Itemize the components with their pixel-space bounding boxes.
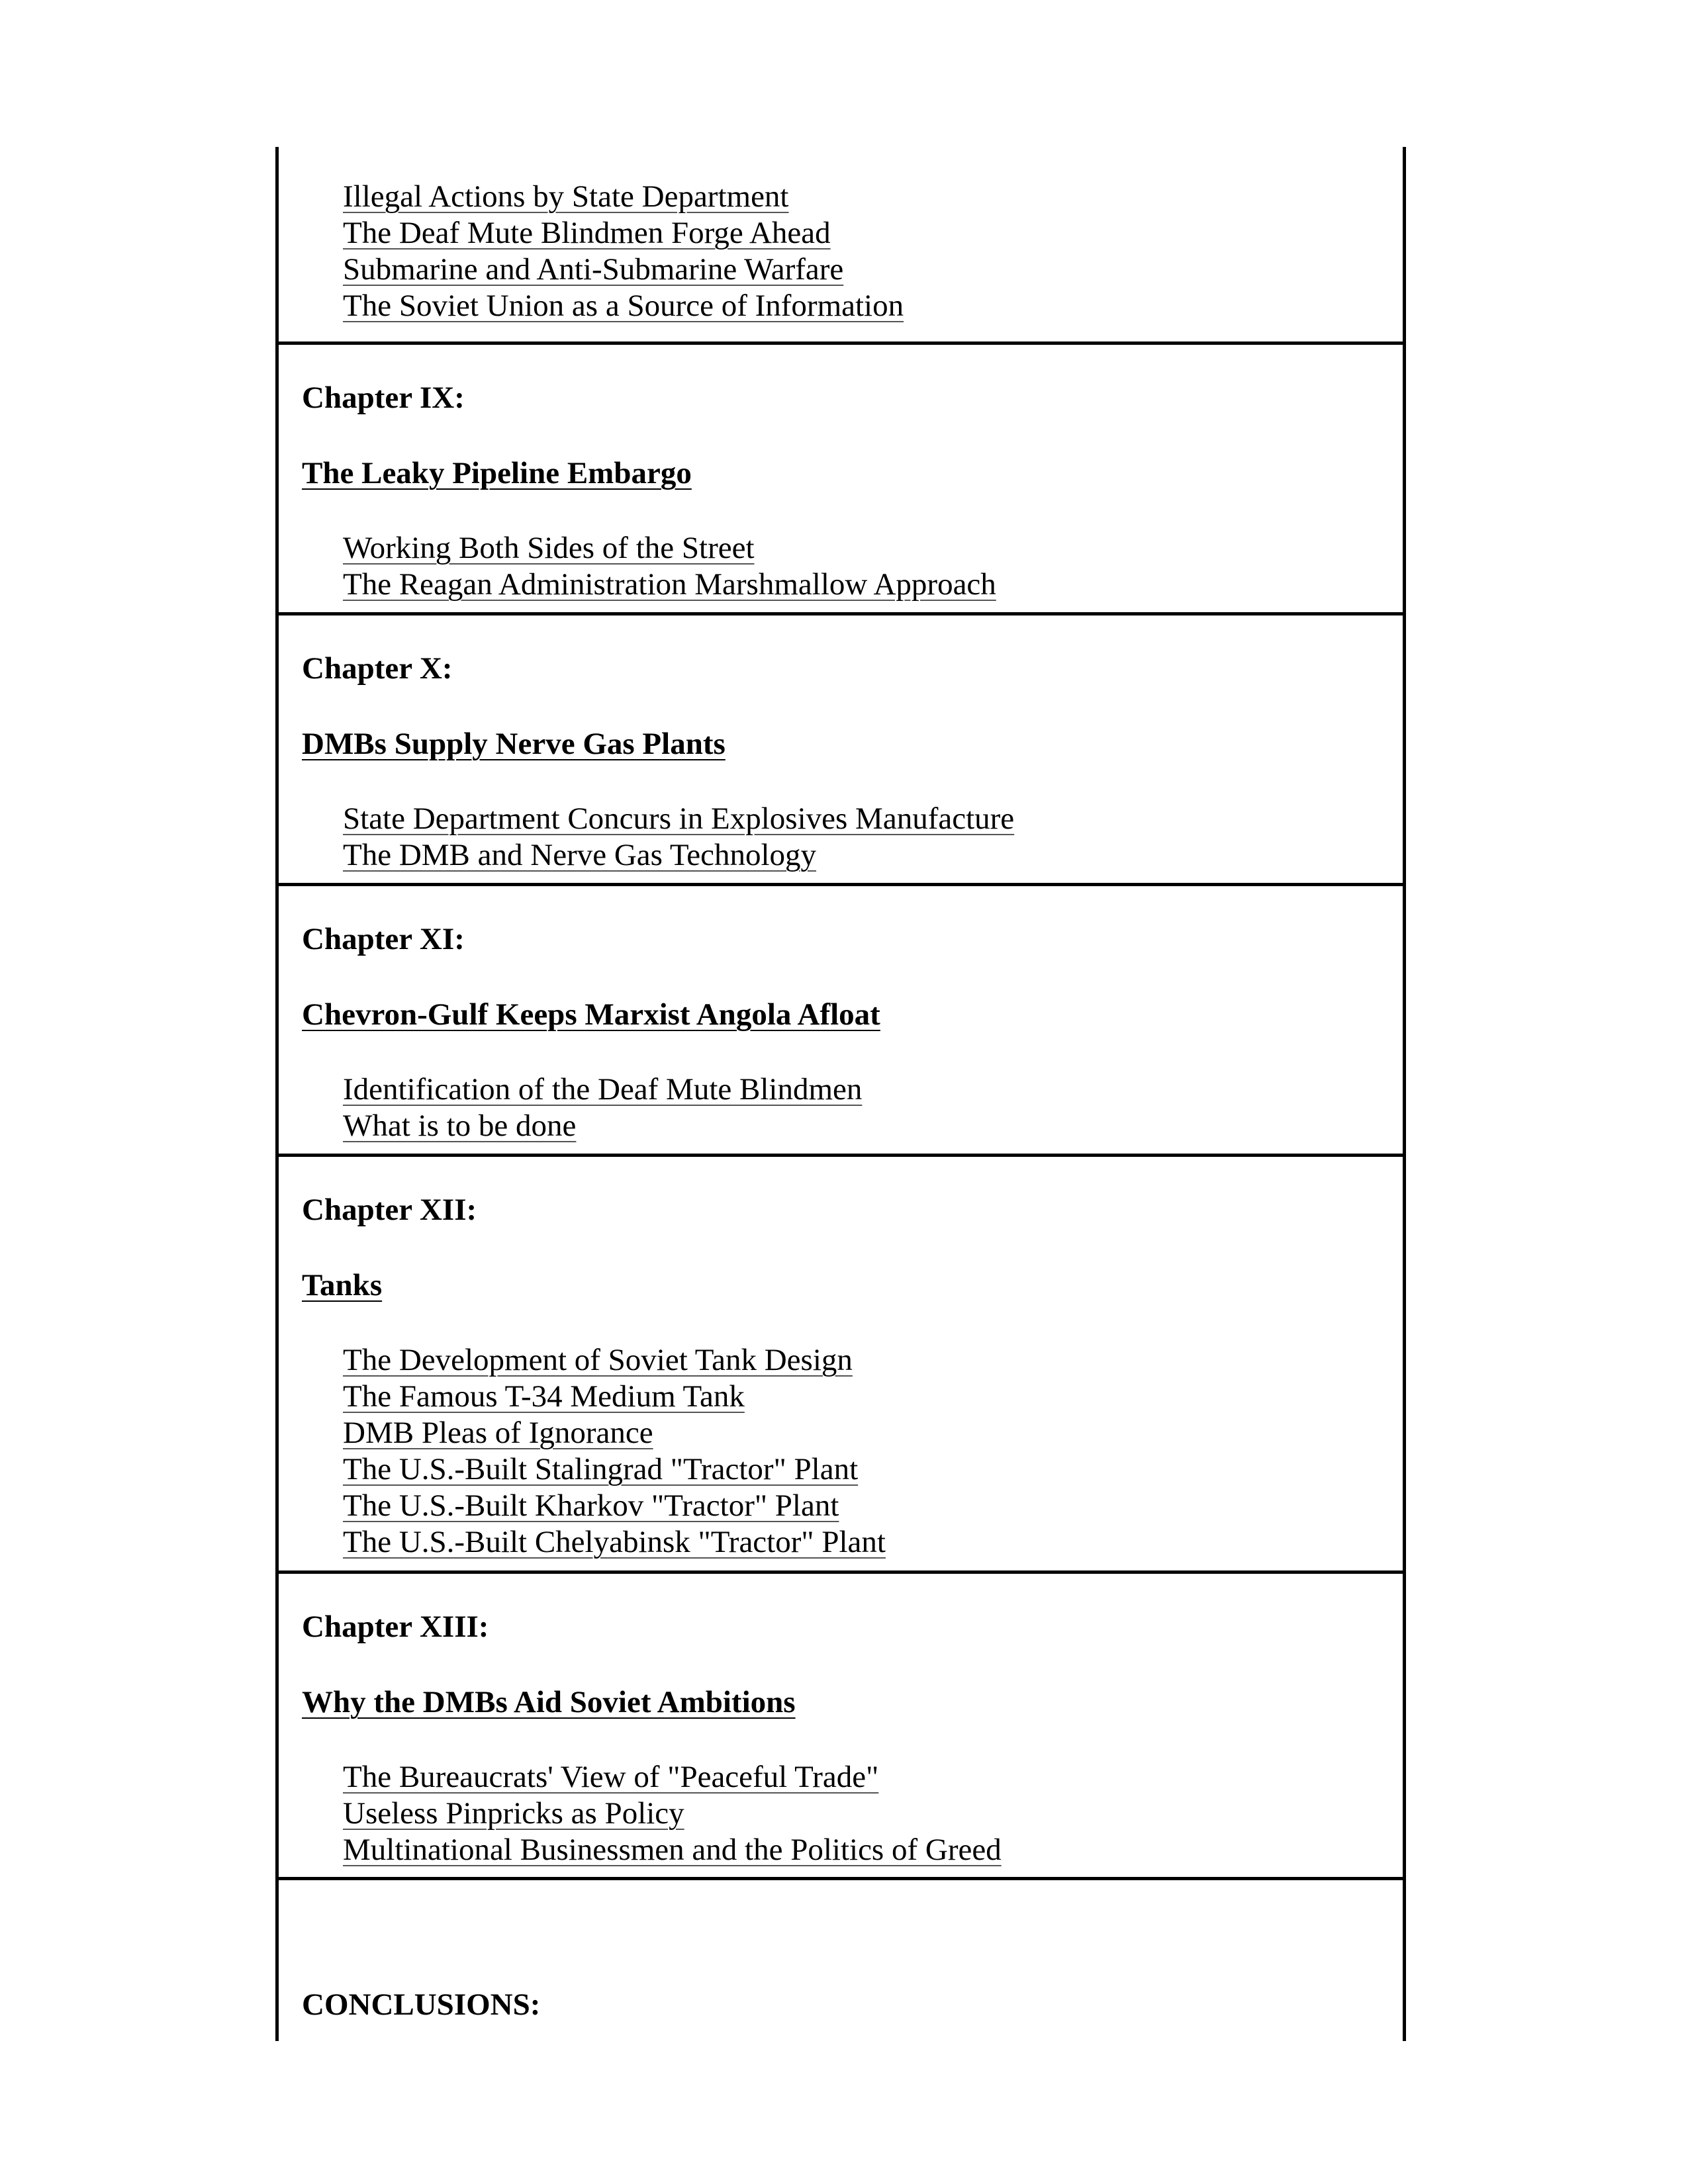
chapter-title-link[interactable]: Chevron-Gulf Keeps Marxist Angola Afloat: [302, 997, 880, 1032]
list-item[interactable]: [343, 1488, 886, 1524]
list-item[interactable]: [343, 1796, 1002, 1832]
toc-section-conclusions: [279, 1880, 1403, 2041]
sublink[interactable]: The DMB and Nerve Gas Technology: [343, 838, 817, 872]
list-item[interactable]: [343, 1379, 886, 1415]
chapter-label: Chapter XI:: [302, 922, 465, 956]
sublink-list: [343, 801, 1014, 874]
chapter-title-link[interactable]: DMBs Supply Nerve Gas Plants: [302, 727, 726, 761]
sublink[interactable]: State Department Concurs in Explosives Manufacture: [343, 801, 1015, 836]
chapter-title-link[interactable]: Why the DMBs Aid Soviet Ambitions: [302, 1685, 796, 1719]
toc-section-chapter-xii: [279, 1157, 1403, 1574]
sublink[interactable]: Useless Pinpricks as Policy: [343, 1796, 684, 1831]
conclusions-label: CONCLUSIONS:: [302, 1987, 541, 2022]
sublink[interactable]: The U.S.-Built Chelyabinsk "Tractor" Plant: [343, 1525, 886, 1559]
sublink[interactable]: The Development of Soviet Tank Design: [343, 1343, 853, 1377]
list-item[interactable]: [343, 801, 1014, 837]
list-item[interactable]: [343, 1108, 862, 1144]
list-item[interactable]: [343, 837, 1014, 874]
chapter-label: Chapter IX:: [302, 381, 465, 415]
sublink[interactable]: Submarine and Anti-Submarine Warfare: [343, 252, 844, 287]
sublink[interactable]: Working Both Sides of the Street: [343, 531, 755, 565]
sublink[interactable]: The U.S.-Built Kharkov "Tractor" Plant: [343, 1488, 839, 1523]
sublink[interactable]: The Reagan Administration Marshmallow Approach: [343, 567, 996, 602]
sublink[interactable]: What is to be done: [343, 1109, 577, 1143]
sublink[interactable]: The U.S.-Built Stalingrad "Tractor" Plant: [343, 1452, 859, 1486]
toc-section-chapter-xi: [279, 886, 1403, 1157]
list-item[interactable]: [343, 251, 904, 288]
sublink-list: [343, 1342, 886, 1561]
list-item[interactable]: [343, 1415, 886, 1451]
chapter-title-link[interactable]: The Leaky Pipeline Embargo: [302, 456, 692, 490]
toc-section-chapter-x: [279, 615, 1403, 886]
toc-section-chapter-ix: [279, 345, 1403, 615]
sublink[interactable]: DMB Pleas of Ignorance: [343, 1416, 653, 1450]
sublink-list: [343, 530, 996, 603]
sublink[interactable]: Identification of the Deaf Mute Blindmen: [343, 1072, 863, 1107]
list-item[interactable]: [343, 179, 904, 215]
sublink[interactable]: The Bureaucrats' View of "Peaceful Trade": [343, 1760, 879, 1794]
sublink[interactable]: The Famous T-34 Medium Tank: [343, 1379, 745, 1414]
list-item[interactable]: [343, 1451, 886, 1488]
sublink[interactable]: The Deaf Mute Blindmen Forge Ahead: [343, 216, 831, 250]
chapter-label: Chapter XII:: [302, 1193, 477, 1227]
list-item[interactable]: [343, 288, 904, 324]
list-item[interactable]: [343, 1759, 1002, 1796]
list-item[interactable]: [343, 1071, 862, 1108]
sublink[interactable]: The Soviet Union as a Source of Information: [343, 289, 904, 323]
sublink-list: [343, 1759, 1002, 1868]
list-item[interactable]: [343, 1832, 1002, 1868]
chapter-label: Chapter X:: [302, 651, 453, 686]
list-item[interactable]: [343, 567, 996, 603]
table-of-contents: [275, 147, 1406, 2041]
sublink[interactable]: Illegal Actions by State Department: [343, 179, 789, 214]
sublink-list: [343, 1071, 862, 1144]
chapter-label: Chapter XIII:: [302, 1610, 489, 1644]
sublink[interactable]: Multinational Businessmen and the Politics of Greed: [343, 1833, 1002, 1867]
toc-section-continued: [279, 147, 1403, 345]
toc-section-chapter-xiii: [279, 1574, 1403, 1880]
list-item[interactable]: [343, 1342, 886, 1379]
sublink-list: [343, 179, 904, 324]
list-item[interactable]: [343, 530, 996, 567]
list-item[interactable]: [343, 1524, 886, 1561]
list-item[interactable]: [343, 215, 904, 251]
chapter-title-link[interactable]: Tanks: [302, 1268, 383, 1302]
